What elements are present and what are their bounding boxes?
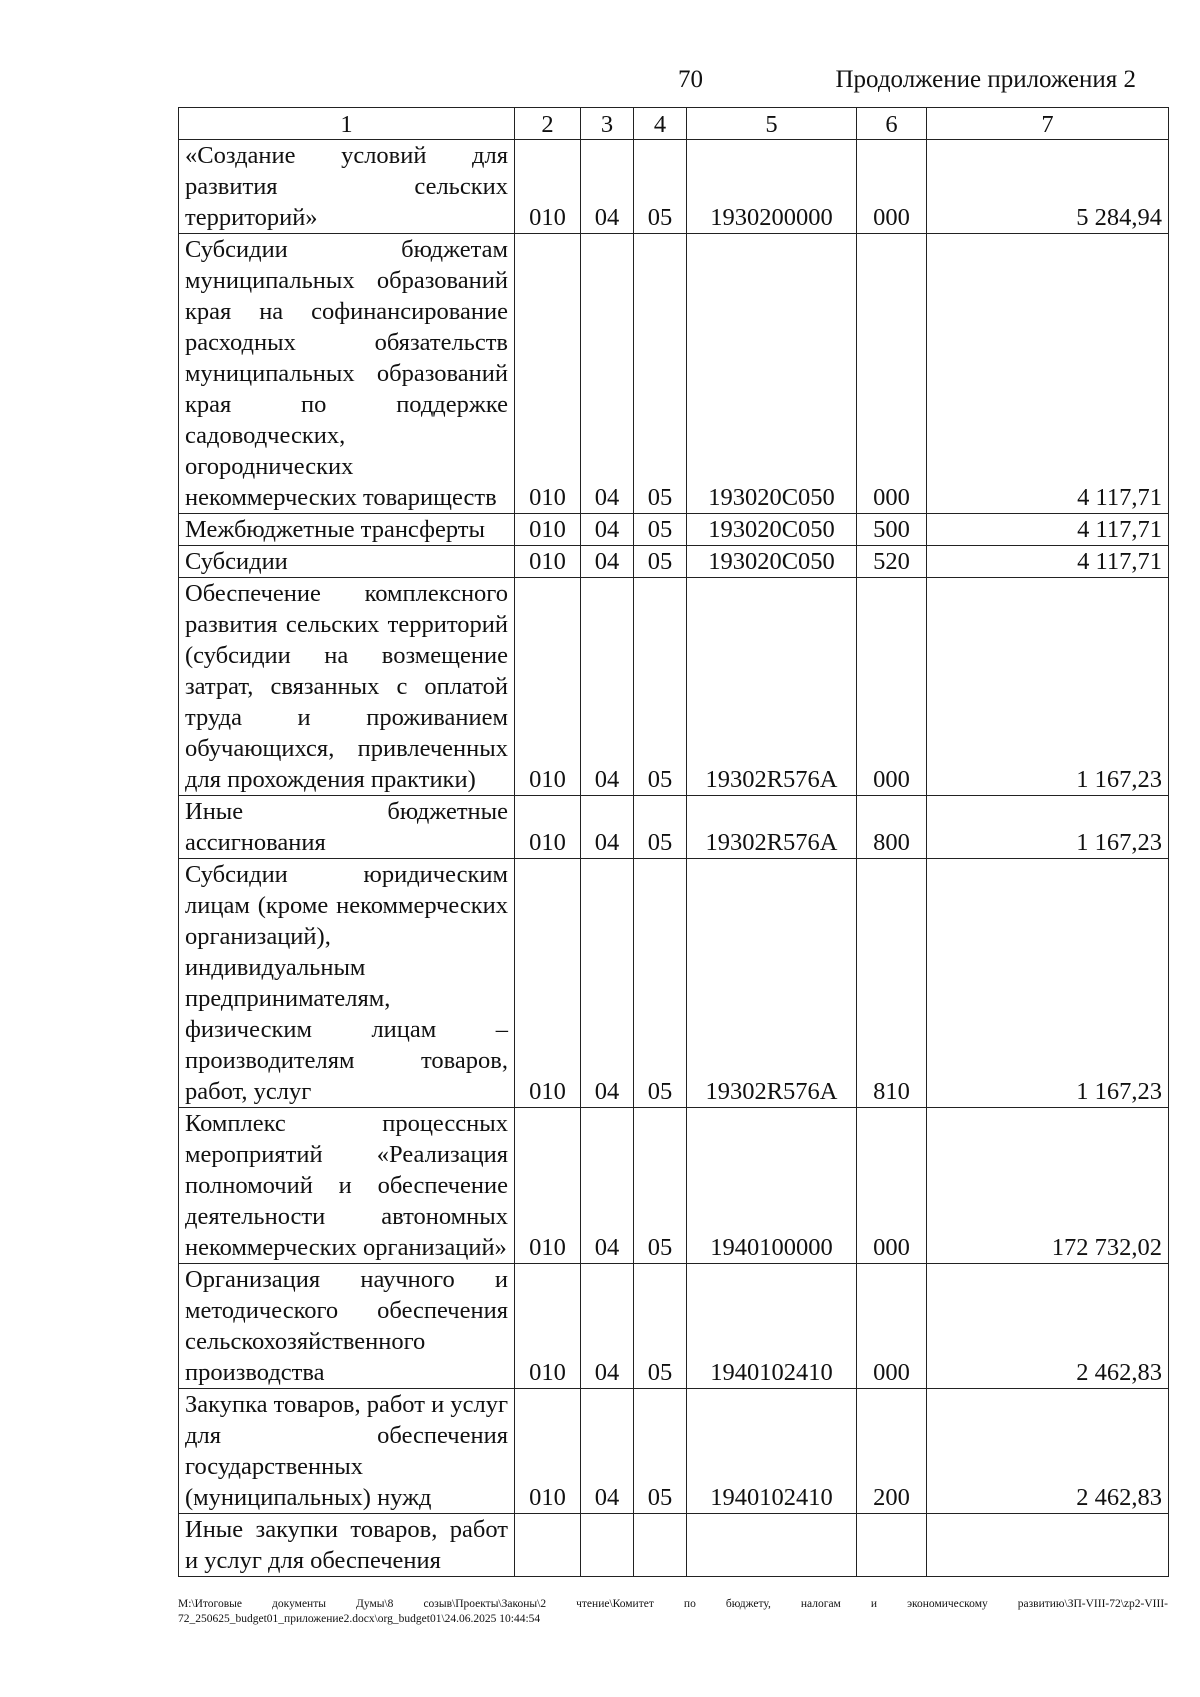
- division-code-cell: 04: [581, 859, 634, 1108]
- amount-cell: 1 167,23: [927, 796, 1169, 859]
- expense-type-code-cell: 000: [857, 140, 927, 234]
- target-article-code-cell: 1930200000: [687, 140, 857, 234]
- column-header-6: 6: [857, 108, 927, 140]
- target-article-code-cell: 19302R576A: [687, 796, 857, 859]
- column-header-3: 3: [581, 108, 634, 140]
- row-name: Субсидии: [179, 546, 515, 578]
- expense-type-code-cell: 200: [857, 1389, 927, 1514]
- budget-table: [178, 107, 1169, 1577]
- amount-cell: 4 117,71: [927, 234, 1169, 514]
- column-header-2: 2: [515, 108, 581, 140]
- target-article-code-cell: 1940102410: [687, 1264, 857, 1389]
- subdivision-code-cell: 05: [634, 578, 687, 796]
- page-number: 70: [678, 66, 703, 93]
- table-row: [179, 546, 1169, 578]
- expense-type-code-cell: 000: [857, 234, 927, 514]
- expense-type-code-cell: 810: [857, 859, 927, 1108]
- row-name: Организация научного и методического обеспечения сельскохозяйственного производства: [179, 1264, 515, 1389]
- target-article-code-cell: 1940100000: [687, 1108, 857, 1264]
- row-name: Обеспечение комплексного развития сельских территорий (субсидии на возмещение затрат, связанных с оплатой труда и проживанием обучающихся, привлеченных для прохождения практики): [179, 578, 515, 796]
- table-header-row: [179, 108, 1169, 140]
- expense-type-code-cell: 520: [857, 546, 927, 578]
- section-code-cell: 010: [515, 796, 581, 859]
- row-name: Комплекс процессных мероприятий «Реализация полномочий и обеспечение деятельности автономных некоммерческих организаций»: [179, 1108, 515, 1264]
- amount-cell: [927, 1514, 1169, 1577]
- table-row: [179, 514, 1169, 546]
- table-body: [179, 140, 1169, 1577]
- section-code-cell: 010: [515, 234, 581, 514]
- division-code-cell: 04: [581, 1264, 634, 1389]
- row-name: Субсидии юридическим лицам (кроме некоммерческих организаций), индивидуальным предпринимателям, физическим лицам – производителям товаров, работ, услуг: [179, 859, 515, 1108]
- expense-type-code-cell: 000: [857, 578, 927, 796]
- section-code-cell: 010: [515, 514, 581, 546]
- section-code-cell: 010: [515, 1108, 581, 1264]
- subdivision-code-cell: 05: [634, 546, 687, 578]
- target-article-code-cell: [687, 1514, 857, 1577]
- amount-cell: 1 167,23: [927, 578, 1169, 796]
- target-article-code-cell: 193020С050: [687, 234, 857, 514]
- section-code-cell: [515, 1514, 581, 1577]
- expense-type-code-cell: [857, 1514, 927, 1577]
- table-row: [179, 1389, 1169, 1514]
- target-article-code-cell: 19302R576A: [687, 859, 857, 1108]
- division-code-cell: 04: [581, 578, 634, 796]
- section-code-cell: 010: [515, 140, 581, 234]
- expense-type-code-cell: 500: [857, 514, 927, 546]
- column-header-7: 7: [927, 108, 1169, 140]
- subdivision-code-cell: 05: [634, 140, 687, 234]
- row-name: Иные бюджетные ассигнования: [179, 796, 515, 859]
- row-name: Субсидии бюджетам муниципальных образований края на софинансирование расходных обязательств муниципальных образований края по поддержке садоводческих, огороднических некоммерческих товариществ: [179, 234, 515, 514]
- table-row: [179, 796, 1169, 859]
- division-code-cell: 04: [581, 796, 634, 859]
- target-article-code-cell: 19302R576A: [687, 578, 857, 796]
- column-header-5: 5: [687, 108, 857, 140]
- subdivision-code-cell: 05: [634, 1264, 687, 1389]
- amount-cell: 172 732,02: [927, 1108, 1169, 1264]
- section-code-cell: 010: [515, 859, 581, 1108]
- row-name: Иные закупки товаров, работ и услуг для обеспечения: [179, 1514, 515, 1577]
- target-article-code-cell: 1940102410: [687, 1389, 857, 1514]
- division-code-cell: [581, 1514, 634, 1577]
- amount-cell: 2 462,83: [927, 1264, 1169, 1389]
- table-row: [179, 1108, 1169, 1264]
- row-name: Закупка товаров, работ и услуг для обеспечения государственных (муниципальных) нужд: [179, 1389, 515, 1514]
- division-code-cell: 04: [581, 514, 634, 546]
- expense-type-code-cell: 800: [857, 796, 927, 859]
- section-code-cell: 010: [515, 546, 581, 578]
- target-article-code-cell: 193020С050: [687, 514, 857, 546]
- expense-type-code-cell: 000: [857, 1264, 927, 1389]
- subdivision-code-cell: [634, 1514, 687, 1577]
- table-row: [179, 578, 1169, 796]
- subdivision-code-cell: 05: [634, 859, 687, 1108]
- subdivision-code-cell: 05: [634, 796, 687, 859]
- division-code-cell: 04: [581, 1108, 634, 1264]
- target-article-code-cell: 193020С050: [687, 546, 857, 578]
- subdivision-code-cell: 05: [634, 1108, 687, 1264]
- section-code-cell: 010: [515, 578, 581, 796]
- section-code-cell: 010: [515, 1264, 581, 1389]
- column-header-1: 1: [179, 108, 515, 140]
- amount-cell: 2 462,83: [927, 1389, 1169, 1514]
- expense-type-code-cell: 000: [857, 1108, 927, 1264]
- subdivision-code-cell: 05: [634, 234, 687, 514]
- column-header-4: 4: [634, 108, 687, 140]
- section-code-cell: 010: [515, 1389, 581, 1514]
- row-name: «Создание условий для развития сельских территорий»: [179, 140, 515, 234]
- amount-cell: 1 167,23: [927, 859, 1169, 1108]
- table-row: [179, 140, 1169, 234]
- table-row: [179, 1514, 1169, 1577]
- row-name: Межбюджетные трансферты: [179, 514, 515, 546]
- amount-cell: 4 117,71: [927, 514, 1169, 546]
- amount-cell: 5 284,94: [927, 140, 1169, 234]
- division-code-cell: 04: [581, 1389, 634, 1514]
- division-code-cell: 04: [581, 546, 634, 578]
- table-row: [179, 859, 1169, 1108]
- subdivision-code-cell: 05: [634, 514, 687, 546]
- table-row: [179, 1264, 1169, 1389]
- amount-cell: 4 117,71: [927, 546, 1169, 578]
- table-row: [179, 234, 1169, 514]
- division-code-cell: 04: [581, 234, 634, 514]
- appendix-continuation-title: Продолжение приложения 2: [835, 66, 1136, 93]
- subdivision-code-cell: 05: [634, 1389, 687, 1514]
- division-code-cell: 04: [581, 140, 634, 234]
- document-file-path: M:\Итоговые документы Думы\8 созыв\Проекты\Законы\2 чтение\Комитет по бюджету, налогам и экономическому развитию\ЗП-VIII-72\zp2-VIII-72_250625_budget01_приложение2.docx\org_budget01\24.06.2025 10:44:54: [178, 1598, 1168, 1625]
